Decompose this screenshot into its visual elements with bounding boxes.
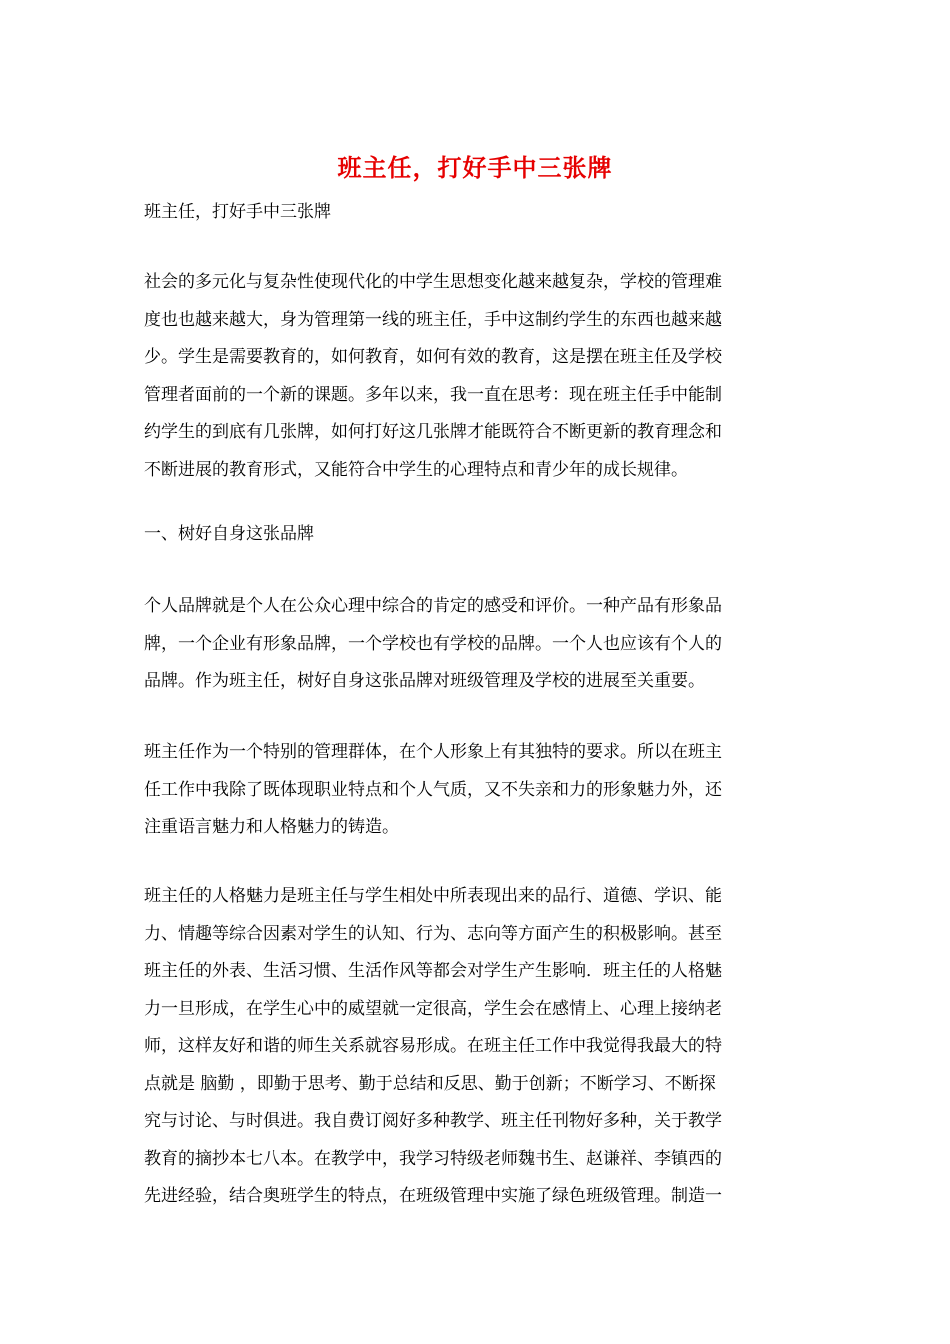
text-line: 点就是 脑勤 ，即勤于思考、勤于总结和反思、勤于创新；不断学习、不断探 bbox=[144, 1073, 716, 1094]
text-line: 一、树好自身这张品牌 bbox=[144, 524, 314, 544]
paragraph-personal-brand bbox=[144, 588, 810, 701]
document-subtitle: 班主任，打好手中三张牌 bbox=[144, 202, 331, 222]
text-line: 牌，一个企业有形象品牌，一个学校也有学校的品牌。一个人也应该有个人的 bbox=[144, 633, 722, 654]
text-line: 少。学生是需要教育的，如何教育，如何有效的教育，这是摆在班主任及学校 bbox=[144, 347, 722, 367]
text-line: 班主任的外表、生活习惯、生活作风等都会对学生产生影响．班主任的人格魅 bbox=[144, 961, 722, 981]
paragraph-personality-charm bbox=[144, 878, 810, 1216]
text-line: 班主任的人格魅力是班主任与学生相处中所表现出来的品行、道德、学识、能 bbox=[144, 886, 722, 906]
document-title: 班主任，打好手中三张牌 bbox=[337, 153, 613, 182]
text-line: 品牌。作为班主任，树好自身这张品牌对班级管理及学校的进展至关重要。 bbox=[144, 671, 705, 691]
text-line: 管理者面前的一个新的课题。多年以来，我一直在思考：现在班主任手中能制 bbox=[144, 384, 722, 405]
paragraph-teacher-image bbox=[144, 734, 810, 847]
text-line: 个人品牌就是个人在公众心理中综合的肯定的感受和评价。一种产品有形象品 bbox=[144, 596, 722, 616]
text-line: 力、情趣等综合因素对学生的认知、行为、志向等方面产生的积极影响。甚至 bbox=[144, 923, 722, 944]
text-line: 注重语言魅力和人格魅力的铸造。 bbox=[144, 817, 399, 837]
text-line: 师，这样友好和谐的师生关系就容易形成。在班主任工作中我觉得我最大的特 bbox=[144, 1036, 722, 1056]
text-line: 教育的摘抄本七八本。在教学中，我学习特级老师魏书生、赵谦祥、李镇西的 bbox=[144, 1148, 722, 1169]
paragraph-intro bbox=[144, 264, 810, 489]
text-line: 度也也越来越大，身为管理第一线的班主任，手中这制约学生的东西也越来越 bbox=[144, 309, 722, 330]
text-line: 力一旦形成，在学生心中的威望就一定很高，学生会在感情上、心理上接纳老 bbox=[144, 998, 722, 1019]
text-line: 任工作中我除了既体现职业特点和个人气质，又不失亲和力的形象魅力外，还 bbox=[144, 779, 722, 800]
text-line: 社会的多元化与复杂性使现代化的中学生思想变化越来越复杂，学校的管理难 bbox=[144, 272, 722, 292]
section-heading bbox=[144, 516, 810, 554]
text-line: 班主任作为一个特别的管理群体，在个人形象上有其独特的要求。所以在班主 bbox=[144, 742, 722, 762]
text-line: 约学生的到底有几张牌，如何打好这几张牌才能既符合不断更新的教育理念和 bbox=[144, 422, 722, 442]
text-line: 究与讨论、与时俱进。我自费订阅好多种教学、班主任刊物好多种，关于教学 bbox=[144, 1111, 722, 1131]
text-line: 不断进展的教育形式，又能符合中学生的心理特点和青少年的成长规律。 bbox=[144, 459, 688, 480]
text-line: 先进经验，结合奥班学生的特点，在班级管理中实施了绿色班级管理。制造一 bbox=[144, 1186, 722, 1206]
